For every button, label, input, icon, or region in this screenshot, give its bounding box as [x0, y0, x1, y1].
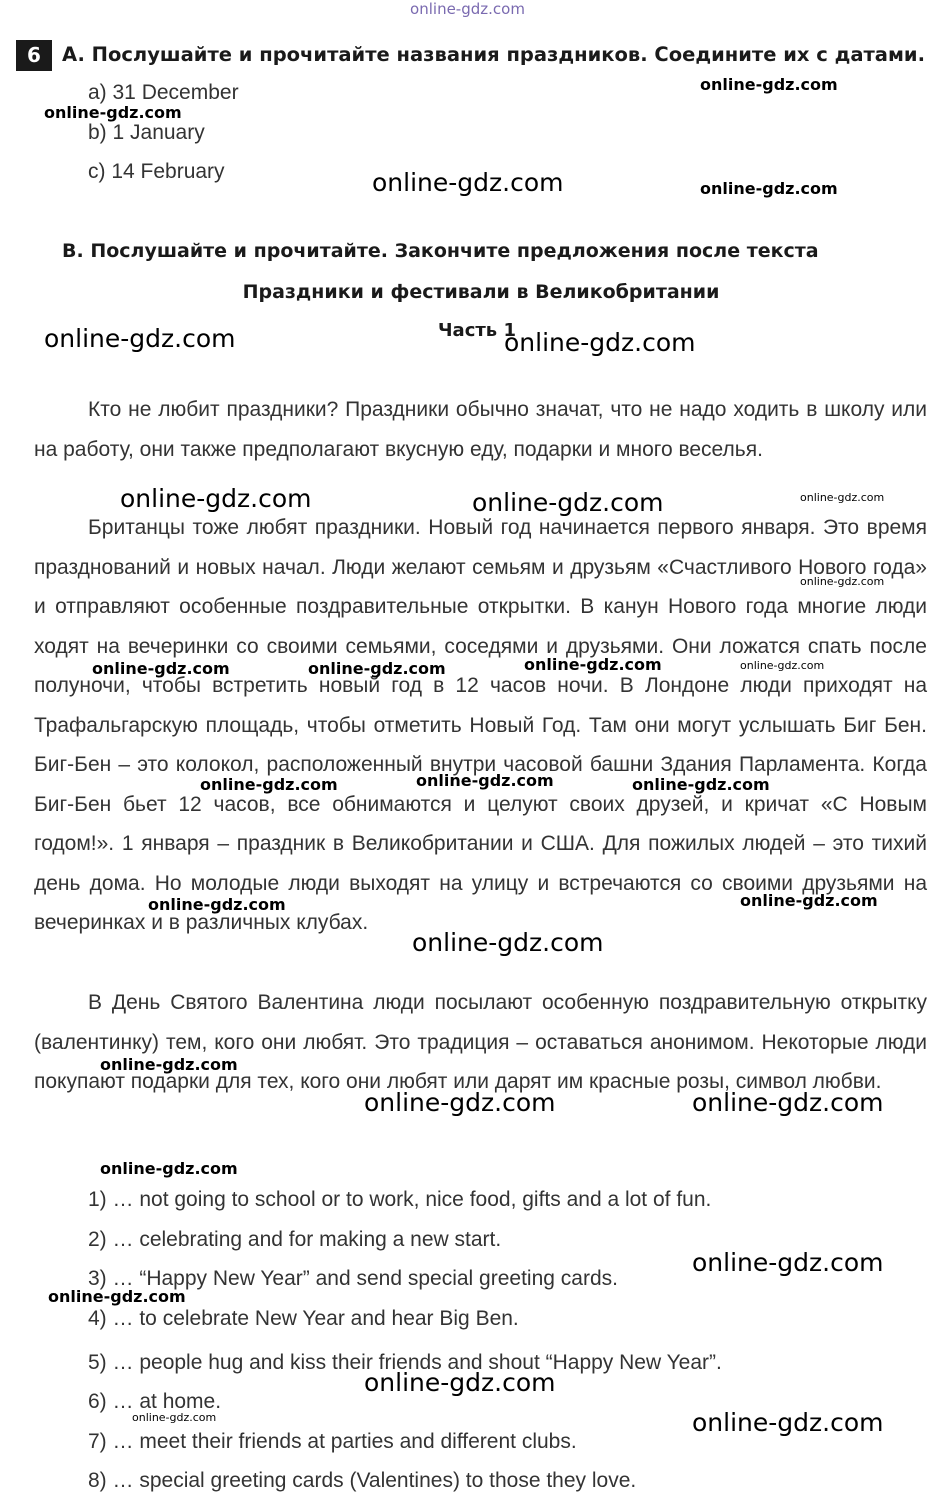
- paragraph-3: В День Святого Валентина люди посылают особенную поздравительную открытку (валентинку) тем, кого они любят. Это традиция – оставаться анонимом. Некоторые люди покупают подарки для тех, кого они любят или дарят им красные розы, символ любви.: [34, 991, 927, 1093]
- exercise-number-badge: 6: [16, 40, 52, 71]
- watermark: online-gdz.com: [44, 103, 182, 122]
- watermark: online-gdz.com: [372, 168, 564, 197]
- watermark: online-gdz.com: [800, 491, 885, 504]
- watermark: online-gdz.com: [48, 1287, 186, 1306]
- sentence-item-5: 5) … people hug and kiss their friends and shout “Happy New Year”.: [88, 1351, 722, 1374]
- sentence-item-7: 7) … meet their friends at parties and different clubs.: [88, 1430, 577, 1453]
- watermark: online-gdz.com: [692, 1088, 884, 1117]
- watermark: online-gdz.com: [308, 659, 446, 678]
- watermark: online-gdz.com: [364, 1368, 556, 1397]
- watermark: online-gdz.com: [504, 328, 696, 357]
- section-b-instruction: B. Послушайте и прочитайте. Закончите предложения после текста: [62, 240, 819, 262]
- paragraph-1: Кто не любит праздники? Праздники обычно значат, что не надо ходить в школу или на работу, они также предполагают вкусную еду, подарки и много веселья.: [34, 398, 927, 461]
- watermark: online-gdz.com: [692, 1408, 884, 1437]
- watermark: online-gdz.com: [412, 928, 604, 957]
- sentence-item-6: 6) … at home.: [88, 1390, 222, 1413]
- watermark: online-gdz.com: [692, 1248, 884, 1277]
- sentence-item-1: 1) … not going to school or to work, nice food, gifts and a lot of fun.: [88, 1188, 712, 1211]
- section-a-title: A. Послушайте и прочитайте названия праздников. Соедините их с датами.: [62, 43, 925, 66]
- option-a: a) 31 December: [88, 81, 239, 104]
- watermark: online-gdz.com: [632, 775, 770, 794]
- sentence-item-2: 2) … celebrating and for making a new start.: [88, 1228, 502, 1251]
- site-header-link[interactable]: online-gdz.com: [410, 0, 525, 18]
- watermark: online-gdz.com: [472, 488, 664, 517]
- watermark: online-gdz.com: [524, 655, 662, 674]
- watermark: online-gdz.com: [740, 891, 878, 910]
- watermark: online-gdz.com: [364, 1088, 556, 1117]
- watermark: online-gdz.com: [132, 1411, 217, 1424]
- watermark: online-gdz.com: [92, 659, 230, 678]
- watermark: online-gdz.com: [100, 1055, 238, 1074]
- watermark: online-gdz.com: [200, 775, 338, 794]
- text-part-label: Часть 1: [438, 320, 516, 341]
- watermark: online-gdz.com: [700, 179, 838, 198]
- watermark: online-gdz.com: [800, 575, 885, 588]
- watermark: online-gdz.com: [700, 75, 838, 94]
- option-b: b) 1 January: [88, 121, 205, 144]
- sentence-item-3: 3) … “Happy New Year” and send special greeting cards.: [88, 1267, 618, 1290]
- watermark: online-gdz.com: [100, 1159, 238, 1178]
- watermark: online-gdz.com: [740, 659, 825, 672]
- paragraph-2: Британцы тоже любят праздники. Новый год начинается первого января. Это время празднований и новых начал. Люди желают семьям и друзьям «Счастливого Нового года» и отправляют особенные поздравительные открытки. В канун Нового года многие люди ходят на вечеринки со своими семьями, соседями и друзьями. Они ложатся спать после полуночи, чтобы встретить новый год в 12 часов ночи. В Лондоне люди приходят на Трафальгарскую площадь, чтобы отметить Новый Год. Там они могут услышать Биг Бен. Биг-Бен – это колокол, расположенный внутри часовой башни Здания Парламента. Когда Биг-Бен бьет 12 часов, все обнимаются и целуют своих друзей, и кричат «С Новым годом!». 1 января – праздник в Великобритании и США. Для пожилых людей – это тихий день дома. Но молодые люди выходят на улицу и встречаются со своими друзьями на вечеринках и в различных клубах.: [34, 516, 927, 934]
- watermark: online-gdz.com: [416, 771, 554, 790]
- option-c: c) 14 February: [88, 160, 225, 183]
- watermark: online-gdz.com: [44, 324, 236, 353]
- sentence-item-8: 8) … special greeting cards (Valentines) to those they love.: [88, 1469, 637, 1492]
- watermark: online-gdz.com: [148, 895, 286, 914]
- watermark: online-gdz.com: [120, 484, 312, 513]
- sentence-item-4: 4) … to celebrate New Year and hear Big Ben.: [88, 1307, 519, 1330]
- text-title: Праздники и фестивали в Великобритании: [242, 281, 720, 303]
